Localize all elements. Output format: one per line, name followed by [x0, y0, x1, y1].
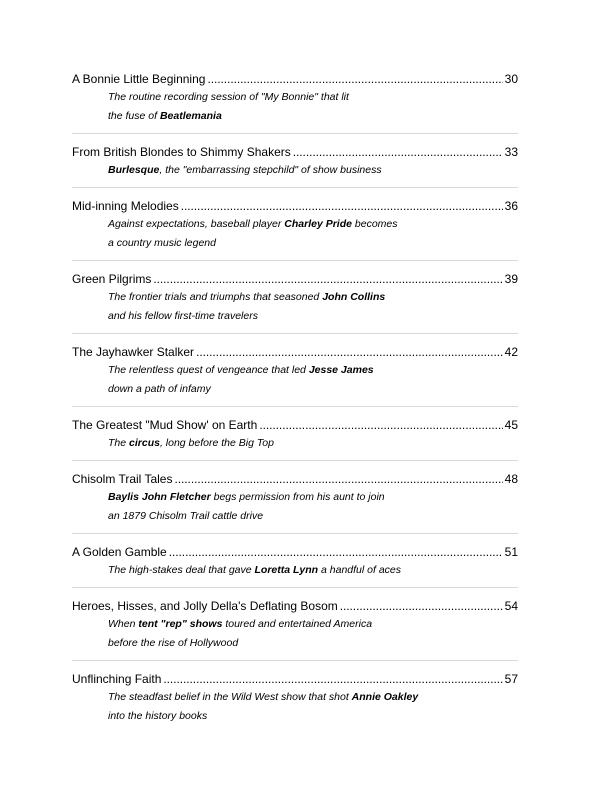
chapter-title: The Jayhawker Stalker [72, 345, 195, 359]
description-emphasis: John Collins [322, 291, 386, 303]
description-text: When [108, 618, 139, 630]
description-line [108, 488, 518, 507]
description-text: a country music legend [108, 237, 216, 249]
page-number: 48 [504, 472, 518, 486]
toc-entry-title-line [72, 470, 518, 488]
description-emphasis: tent "rep" shows [138, 618, 223, 630]
divider [72, 406, 518, 407]
chapter-title: A Golden Gamble [72, 545, 167, 559]
description-line [108, 234, 518, 253]
description-emphasis: Beatlemania [159, 110, 222, 122]
description-emphasis: Jesse James [308, 364, 374, 376]
toc-entry-title-line [72, 543, 518, 561]
chapter-title: Green Pilgrims [72, 272, 152, 286]
chapter-description [108, 288, 518, 326]
toc-entry-title-line [72, 270, 518, 288]
description-line [108, 288, 518, 307]
description-emphasis: Burlesque [108, 164, 160, 176]
dot-leader [293, 143, 503, 161]
dot-leader [207, 70, 502, 88]
description-line [108, 634, 518, 653]
toc-entry [72, 143, 518, 188]
description-text: The routine recording session of "My Bonnie" that lit [108, 91, 349, 103]
description-text: The frontier trials and triumphs that seasoned [108, 291, 323, 303]
dot-leader [174, 470, 502, 488]
toc-entry-title-line [72, 597, 518, 615]
toc-entry [72, 543, 518, 588]
page-number: 39 [504, 272, 518, 286]
page-number: 45 [504, 418, 518, 432]
chapter-title: The Greatest "Mud Show' on Earth [72, 418, 258, 432]
description-line [108, 688, 518, 707]
toc-entry-title-line [72, 197, 518, 215]
toc-entry-title-line [72, 670, 518, 688]
toc-entry [72, 670, 518, 726]
toc-entry-title-line [72, 143, 518, 161]
description-text: The [108, 437, 130, 449]
divider [72, 587, 518, 588]
description-text: Against expectations, baseball player [108, 218, 285, 230]
description-line [108, 707, 518, 726]
description-text: an 1879 Chisolm Trail cattle drive [108, 510, 264, 522]
description-text: a handful of aces [318, 564, 402, 576]
description-line [108, 161, 518, 180]
page-number: 51 [504, 545, 518, 559]
chapter-description [108, 488, 518, 526]
description-emphasis: Baylis John Fletcher [108, 491, 211, 503]
chapter-description [108, 561, 518, 580]
dot-leader [196, 343, 503, 361]
description-emphasis: Charley Pride [284, 218, 352, 230]
page-number: 42 [504, 345, 518, 359]
divider [72, 133, 518, 134]
chapter-title: Heroes, Hisses, and Jolly Della's Deflating Bosom [72, 599, 338, 613]
description-emphasis: Loretta Lynn [254, 564, 319, 576]
description-line [108, 380, 518, 399]
dot-leader [259, 416, 502, 434]
toc-entry [72, 416, 518, 461]
description-text: begs permission from his aunt to join [210, 491, 385, 503]
divider [72, 660, 518, 661]
toc-entry-title-line [72, 416, 518, 434]
toc-entry-title-line [72, 343, 518, 361]
description-line [108, 307, 518, 326]
description-emphasis: circus [129, 437, 160, 449]
description-emphasis: Annie Oakley [351, 691, 419, 703]
chapter-description [108, 688, 518, 726]
toc-entry-title-line [72, 70, 518, 88]
chapter-title: Chisolm Trail Tales [72, 472, 173, 486]
chapter-title: Unflinching Faith [72, 672, 162, 686]
description-text: , the "embarrassing stepchild" of show business [159, 164, 382, 176]
dot-leader [340, 597, 503, 615]
toc-entry [72, 70, 518, 134]
chapter-description [108, 161, 518, 180]
description-text: The relentless quest of vengeance that led [108, 364, 309, 376]
table-of-contents [72, 70, 518, 726]
description-text: becomes [351, 218, 398, 230]
description-line [108, 615, 518, 634]
page-number: 33 [504, 145, 518, 159]
dot-leader [169, 543, 503, 561]
description-text: toured and entertained America [222, 618, 373, 630]
divider [72, 533, 518, 534]
dot-leader [153, 270, 502, 288]
toc-entry [72, 470, 518, 534]
divider [72, 333, 518, 334]
toc-entry [72, 270, 518, 334]
toc-entry [72, 597, 518, 661]
description-text: , long before the Big Top [159, 437, 274, 449]
description-text: and his fellow first-time travelers [108, 310, 258, 322]
chapter-title: From British Blondes to Shimmy Shakers [72, 145, 291, 159]
description-line [108, 88, 518, 107]
page-number: 36 [504, 199, 518, 213]
divider [72, 260, 518, 261]
chapter-title: Mid-inning Melodies [72, 199, 179, 213]
toc-entry [72, 343, 518, 407]
description-text: the fuse of [108, 110, 160, 122]
description-line [108, 215, 518, 234]
divider [72, 460, 518, 461]
dot-leader [181, 197, 503, 215]
description-line [108, 361, 518, 380]
chapter-description [108, 361, 518, 399]
page-number: 30 [504, 72, 518, 86]
divider [72, 187, 518, 188]
chapter-description [108, 88, 518, 126]
description-text: The high-stakes deal that gave [108, 564, 255, 576]
description-line [108, 434, 518, 453]
description-text: before the rise of Hollywood [108, 637, 239, 649]
description-line [108, 107, 518, 126]
chapter-title: A Bonnie Little Beginning [72, 72, 206, 86]
description-text: into the history books [108, 710, 208, 722]
description-text: The steadfast belief in the Wild West show that shot [108, 691, 352, 703]
description-line [108, 507, 518, 526]
page-number: 54 [504, 599, 518, 613]
description-text: down a path of infamy [108, 383, 211, 395]
dot-leader [163, 670, 502, 688]
toc-entry [72, 197, 518, 261]
description-line [108, 561, 518, 580]
page-number: 57 [504, 672, 518, 686]
chapter-description [108, 215, 518, 253]
chapter-description [108, 615, 518, 653]
chapter-description [108, 434, 518, 453]
